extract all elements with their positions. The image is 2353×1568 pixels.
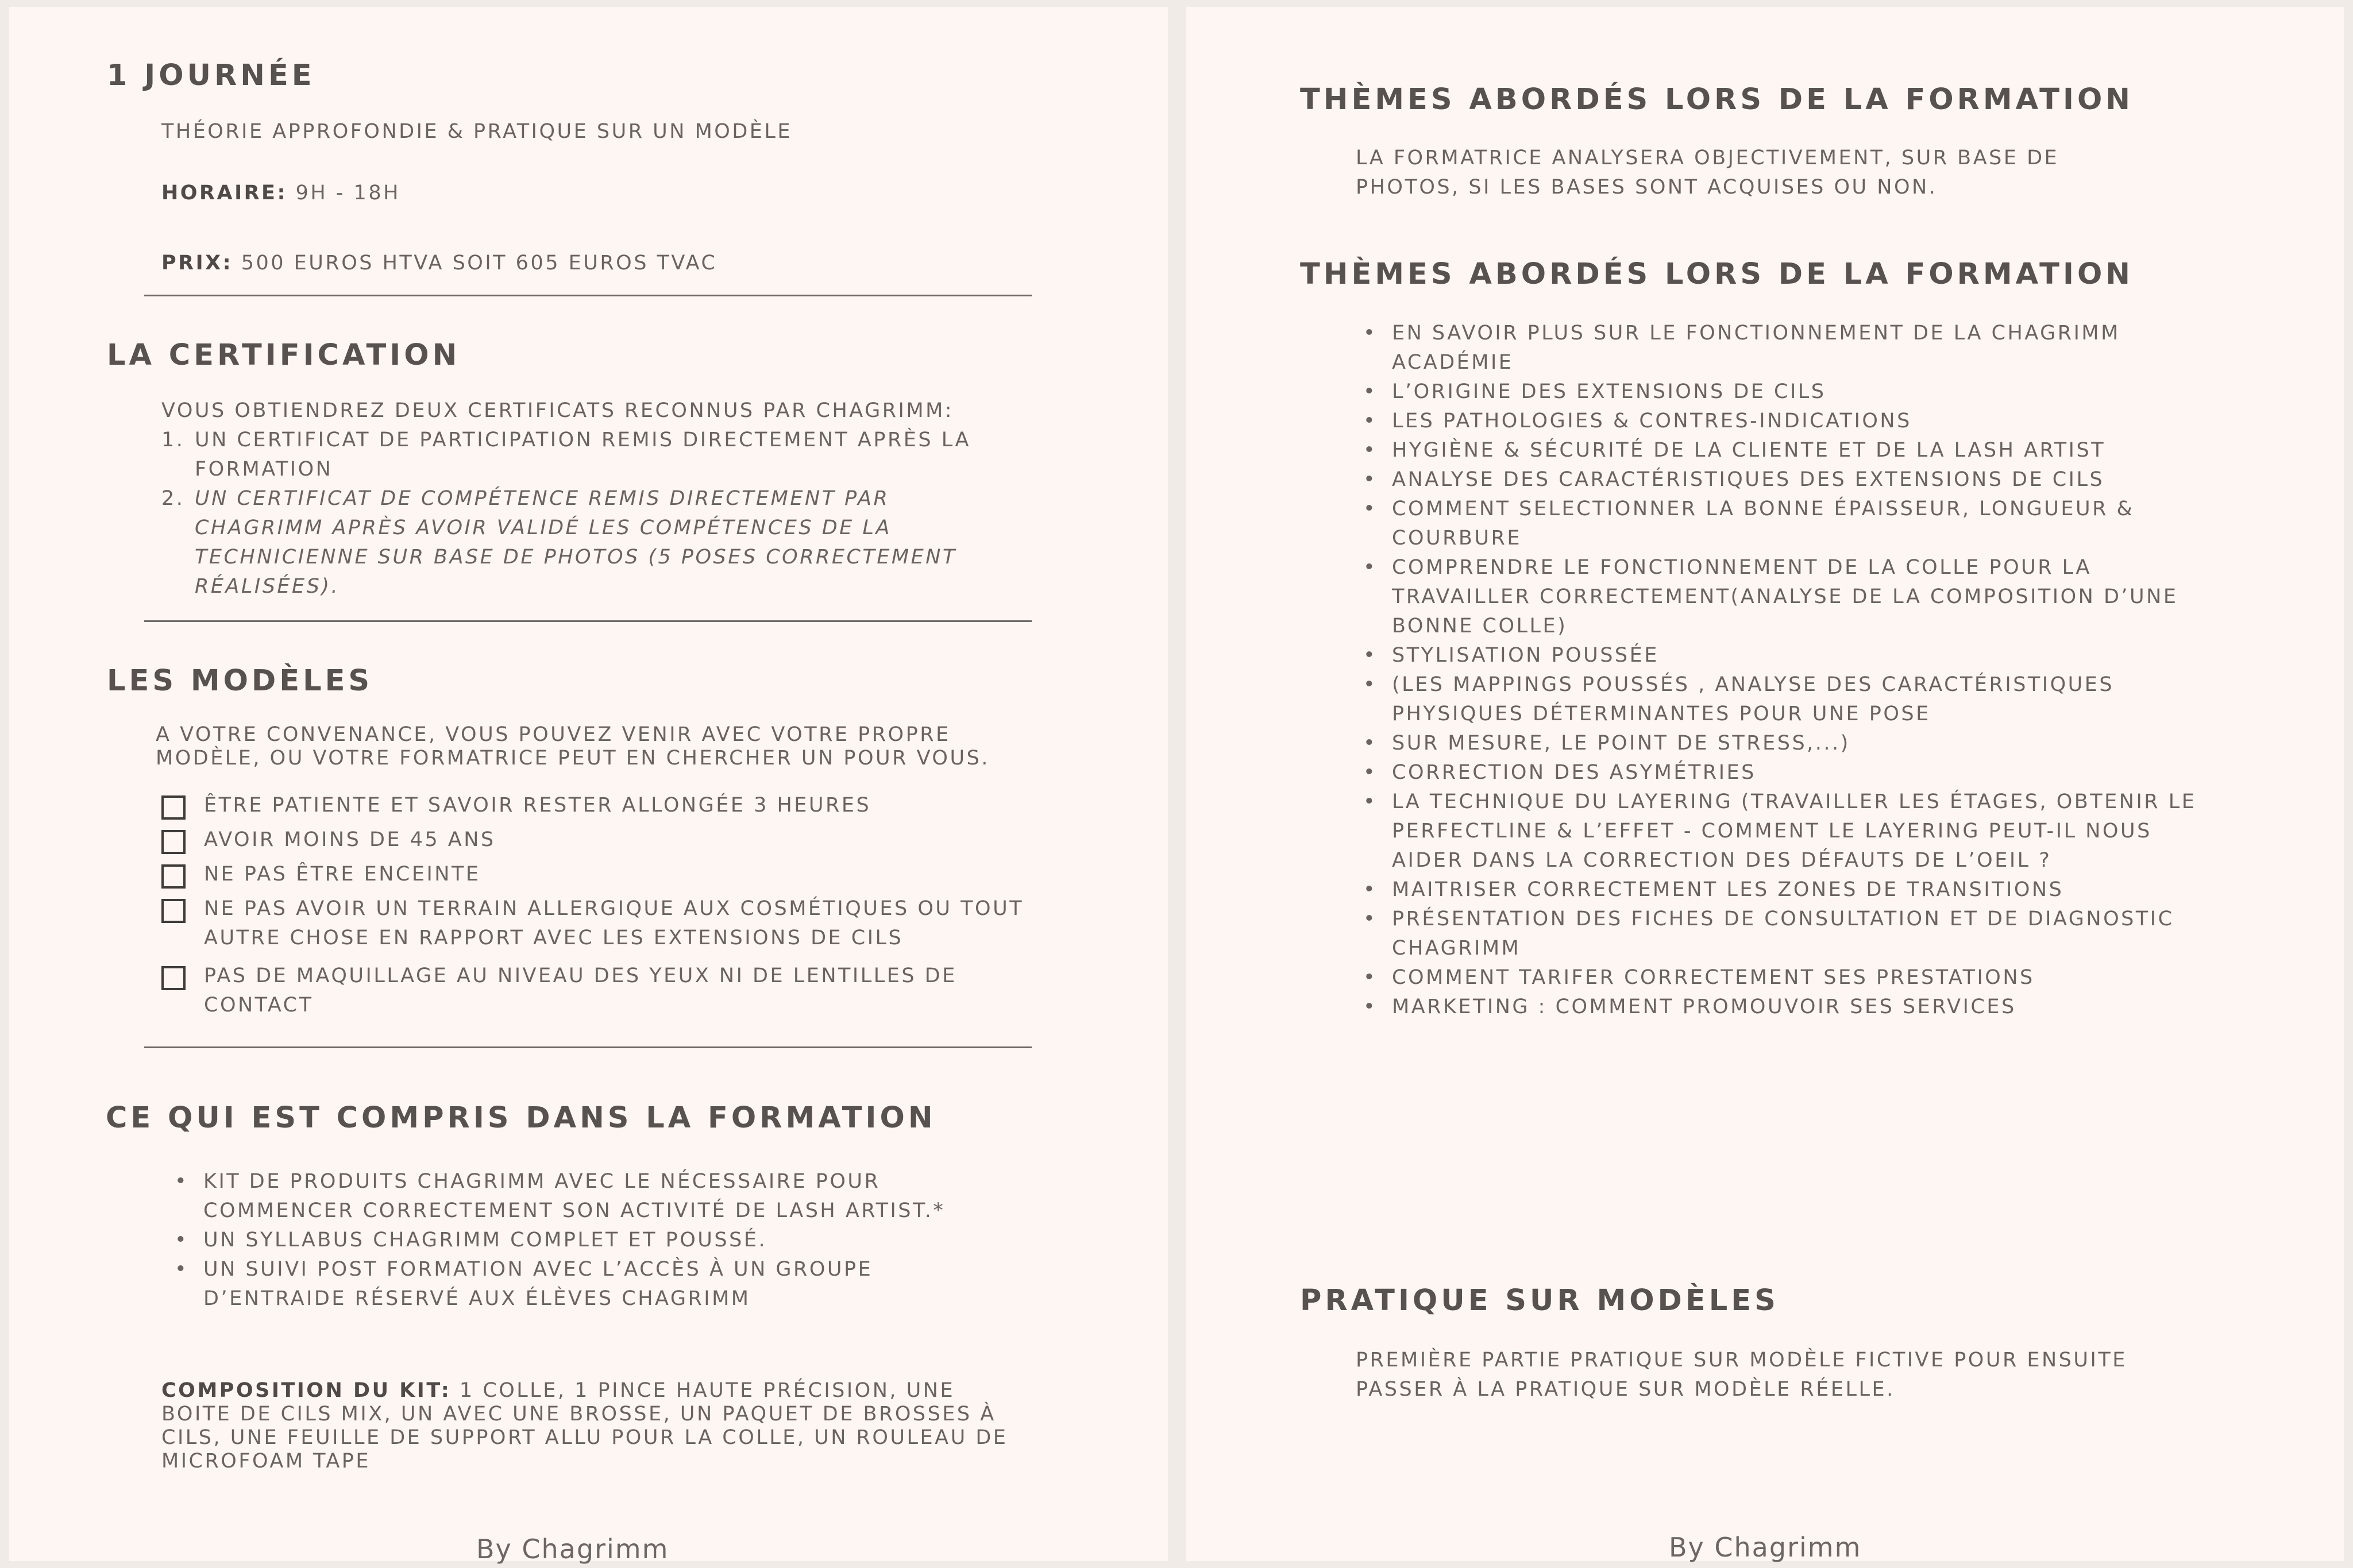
compris-title: CE QUI EST COMPRIS DANS LA FORMATION [106,1101,936,1135]
checklist-item: NE PAS AVOIR UN TERRAIN ALLERGIQUE AUX COSMÉTIQUES OU TOUT AUTRE CHOSE EN RAPPORT AVEC LES EXTENSIONS DE CILS [161,894,1043,953]
modeles-title: LES MODÈLES [107,664,373,698]
themes-title-2: THÈMES ABORDÉS LORS DE LA FORMATION [1300,257,2134,291]
prix-value: 500 EUROS HTVA SOIT 605 EUROS TVAC [233,252,718,275]
certification-intro: VOUS OBTIENDREZ DEUX CERTIFICATS RECONNUS PAR CHAGRIMM: [161,399,954,422]
list-item: • UN SUIVI POST FORMATION AVEC L’ACCÈS À UN GROUPE D’ENTRAIDE RÉSERVÉ AUX ÉLÈVES CHAGRIMM [170,1255,997,1314]
certification-item: 2. UN CERTIFICAT DE COMPÉTENCE REMIS DIRECTEMENT PAR CHAGRIMM APRÈS AVOIR VALIDÉ LES COMPÉTENCES DE LA TECHNICIENNE SUR BASE DE PHOTOS (5 POSES CORRECTEMENT RÉALISÉES). [161,487,957,598]
prix-line [161,249,717,278]
certification-item: 1. UN CERTIFICAT DE PARTICIPATION REMIS DIRECTEMENT APRÈS LA FORMATION [161,428,971,481]
divider [144,295,1032,296]
footer-signature: By Chagrimm [476,1534,669,1565]
list-item: • COMPRENDRE LE FONCTIONNEMENT DE LA COLLE POUR LA TRAVAILLER CORRECTEMENT(ANALYSE DE LA COMPOSITION D’UNE BONNE COLLE) [1359,553,2220,641]
list-item: • PRÉSENTATION DES FICHES DE CONSULTATION ET DE DIAGNOSTIC CHAGRIMM [1359,905,2220,963]
pratique-title: PRATIQUE SUR MODÈLES [1300,1284,1779,1318]
themes-text: LA FORMATRICE ANALYSERA OBJECTIVEMENT, SUR BASE DE PHOTOS, SI LES BASES SONT ACQUISES OU NON. [1356,146,2059,199]
list-item: • (LES MAPPINGS POUSSÉS , ANALYSE DES CARACTÉRISTIQUES PHYSIQUES DÉTERMINANTES POUR UNE POSE [1359,670,2220,729]
certification-title: LA CERTIFICATION [107,338,461,372]
divider [144,620,1032,622]
list-item: • EN SAVOIR PLUS SUR LE FONCTIONNEMENT DE LA CHAGRIMM ACADÉMIE [1359,319,2220,377]
left-page [9,7,1168,1565]
list-item: • HYGIÈNE & SÉCURITÉ DE LA CLIENTE ET DE LA LASH ARTIST [1359,436,2220,465]
list-item: • STYLISATION POUSSÉE [1359,641,2220,670]
checkbox-icon [161,795,186,820]
modeles-intro: A VOTRE CONVENANCE, VOUS POUVEZ VENIR AVEC VOTRE PROPRE MODÈLE, OU VOTRE FORMATRICE PEUT EN CHERCHER UN POUR VOUS. [156,723,990,770]
list-item: • SUR MESURE, LE POINT DE STRESS,...) [1359,729,2220,758]
checklist-item: AVOIR MOINS DE 45 ANS [161,825,1031,855]
list-item: • L’ORIGINE DES EXTENSIONS DE CILS [1359,377,2220,407]
compris-list [170,1167,997,1314]
prix-label: PRIX: [161,252,233,275]
footer-signature: By Chagrimm [1669,1532,1862,1563]
journee-subtitle: THÉORIE APPROFONDIE & PRATIQUE SUR UN MODÈLE [161,120,793,143]
list-item: • MAITRISER CORRECTEMENT LES ZONES DE TRANSITIONS [1359,875,2220,905]
themes-title-1: THÈMES ABORDÉS LORS DE LA FORMATION [1300,83,2134,117]
themes-list [1359,319,2220,1022]
horaire-value: 9H - 18H [287,181,400,204]
checklist-item: PAS DE MAQUILLAGE AU NIVEAU DES YEUX NI DE LENTILLES DE CONTACT [161,961,1031,1020]
checkbox-icon [161,830,186,854]
kit-composition [161,1379,1012,1473]
list-item: • CORRECTION DES ASYMÉTRIES [1359,758,2220,787]
list-item: • COMMENT SELECTIONNER LA BONNE ÉPAISSEUR, LONGUEUR & COURBURE [1359,495,2220,553]
list-item: • MARKETING : COMMENT PROMOUVOIR SES SERVICES [1359,992,2220,1022]
horaire-label: HORAIRE: [161,181,287,204]
divider [144,1046,1032,1048]
horaire-line [161,179,400,208]
checkbox-icon [161,864,186,889]
checkbox-icon [161,899,186,923]
checkbox-icon [161,966,186,990]
list-item: • KIT DE PRODUITS CHAGRIMM AVEC LE NÉCESSAIRE POUR COMMENCER CORRECTEMENT SON ACTIVITÉ DE LASH ARTIST.* [170,1167,997,1226]
pratique-text: PREMIÈRE PARTIE PRATIQUE SUR MODÈLE FICTIVE POUR ENSUITE PASSER À LA PRATIQUE SUR MODÈLE RÉELLE. [1356,1349,2127,1401]
list-item: • ANALYSE DES CARACTÉRISTIQUES DES EXTENSIONS DE CILS [1359,465,2220,495]
checklist-item: NE PAS ÊTRE ENCEINTE [161,860,1031,889]
certification-list [161,426,1012,601]
list-item: • LA TECHNIQUE DU LAYERING (TRAVAILLER LES ÉTAGES, OBTENIR LE PERFECTLINE & L’EFFET - COMMENT LE LAYERING PEUT-IL NOUS AIDER DANS LA CORRECTION DES DÉFAUTS DE L’OEIL ? [1359,787,2220,875]
journee-title: 1 JOURNÉE [107,59,315,92]
list-item: • COMMENT TARIFER CORRECTEMENT SES PRESTATIONS [1359,963,2220,992]
list-item: • UN SYLLABUS CHAGRIMM COMPLET ET POUSSÉ. [170,1226,997,1255]
right-page [1186,7,2344,1561]
kit-value: 1 COLLE, 1 PINCE HAUTE PRÉCISION, UNE BOITE DE CILS MIX, UN AVEC UNE BROSSE, UN PAQUET DE BROSSES À CILS, UNE FEUILLE DE SUPPORT ALLU POUR LA COLLE, UN ROULEAU DE MICROFOAM TAPE [161,1379,1008,1473]
kit-label: COMPOSITION DU KIT: [161,1379,452,1402]
list-item: • LES PATHOLOGIES & CONTRES-INDICATIONS [1359,407,2220,436]
checklist-item: ÊTRE PATIENTE ET SAVOIR RESTER ALLONGÉE 3 HEURES [161,791,1031,820]
